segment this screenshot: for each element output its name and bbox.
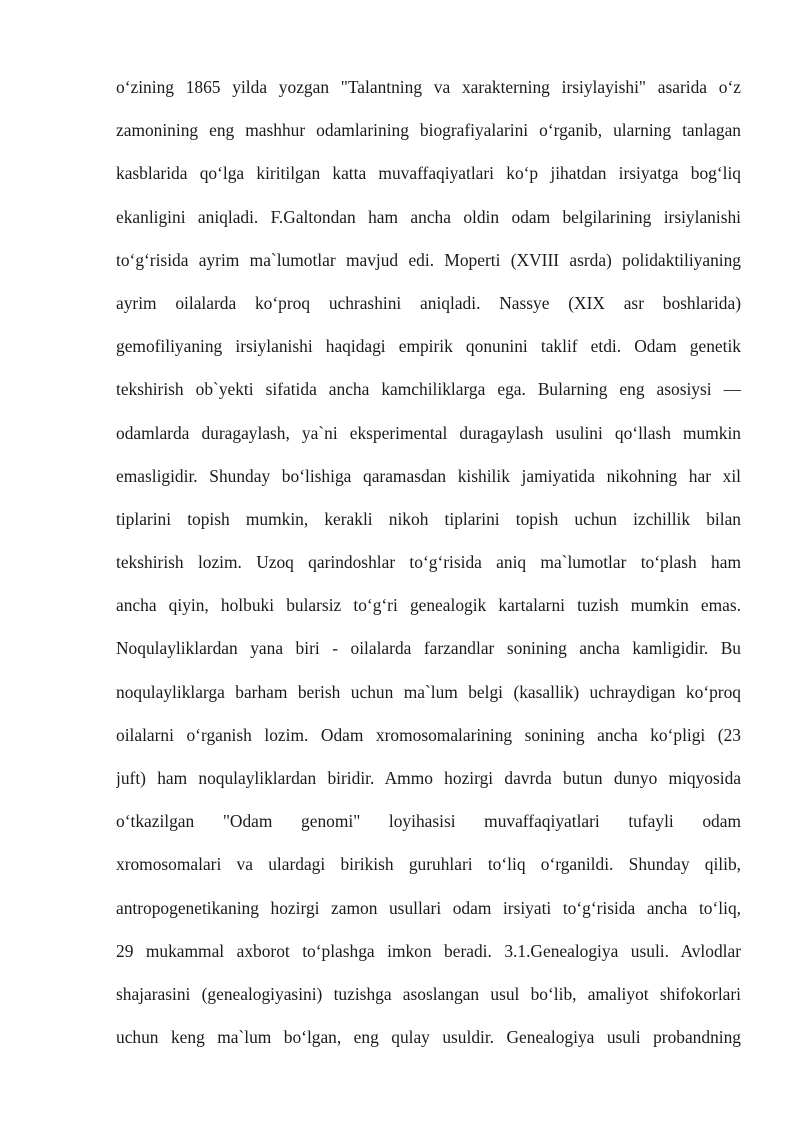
text-line: Noqulayliklardan yana biri - oilalarda farzandlar sonining ancha kamligidir. Bu — [116, 638, 741, 659]
text-line: 29 mukammal axborot toʻplashga imkon beradi. 3.1.Genealogiya usuli. Avlodlar — [116, 940, 741, 961]
text-line: toʻgʻrisida ayrim ma`lumotlar mavjud edi. Moperti (XVIII asrda) polidaktiliyaning — [116, 249, 741, 270]
text-line: odamlarda duragaylash, ya`ni eksperimental duragaylash usulini qoʻllash mumkin — [116, 422, 741, 443]
text-line: zamonining eng mashhur odamlarining biografiyalarini oʻrganib, ularning tanlagan — [116, 120, 741, 141]
text-line: oʻzining 1865 yilda yozgan "Talantning va xarakterning irsiylayishi" asarida oʻz — [116, 77, 741, 97]
text-line: oʻtkazilgan "Odam genomi" loyihasisi muvaffaqiyatlari tufayli odam — [116, 811, 741, 832]
text-line: juft) ham noqulayliklardan biridir. Ammo hozirgi davrda butun dunyo miqyosida — [116, 768, 741, 788]
text-line: uchun keng ma`lum boʻlgan, eng qulay usuldir. Genealogiya usuli probandning — [116, 1027, 741, 1048]
text-line: oilalarni oʻrganish lozim. Odam xromosomalarining sonining ancha koʻpligi (23 — [116, 724, 741, 745]
text-line: gemofiliyaning irsiylanishi haqidagi empirik qonunini taklif etdi. Odam genetik — [116, 336, 741, 357]
text-line: ancha qiyin, holbuki bularsiz toʻgʻri genealogik kartalarni tuzish mumkin emas. — [116, 595, 741, 616]
text-line: ekanligini aniqladi. F.Galtondan ham ancha oldin odam belgilarining irsiylanishi — [116, 206, 741, 227]
text-line: noqulayliklarga barham berish uchun ma`lum belgi (kasallik) uchraydigan koʻproq — [116, 681, 741, 702]
text-line: ayrim oilalarda koʻproq uchrashini aniqladi. Nassye (XIX asr boshlarida) — [116, 292, 741, 313]
text-line: shajarasini (genealogiyasini) tuzishga asoslangan usul boʻlib, amaliyot shifokorlari — [116, 983, 741, 1004]
text-line: xromosomalari va ulardagi birikish guruhlari toʻliq oʻrganildi. Shunday qilib, — [116, 854, 741, 875]
text-line: kasblarida qoʻlga kiritilgan katta muvaffaqiyatlari koʻp jihatdan irsiyatga bogʻliq — [116, 163, 741, 184]
text-line: tekshirish lozim. Uzoq qarindoshlar toʻgʻrisida aniq ma`lumotlar toʻplash ham — [116, 552, 741, 573]
body-text — [116, 72, 741, 1065]
text-line: tekshirish ob`yekti sifatida ancha kamchiliklarga ega. Bularning eng asosiysi — — [116, 379, 741, 400]
text-line: emasligidir. Shunday boʻlishiga qaramasdan kishilik jamiyatida nikohning har xil — [116, 465, 741, 486]
text-line: antropogenetikaning hozirgi zamon usullari odam irsiyati toʻgʻrisida ancha toʻliq, — [116, 897, 741, 918]
text-line: tiplarini topish mumkin, kerakli nikoh tiplarini topish uchun izchillik bilan — [116, 508, 741, 529]
